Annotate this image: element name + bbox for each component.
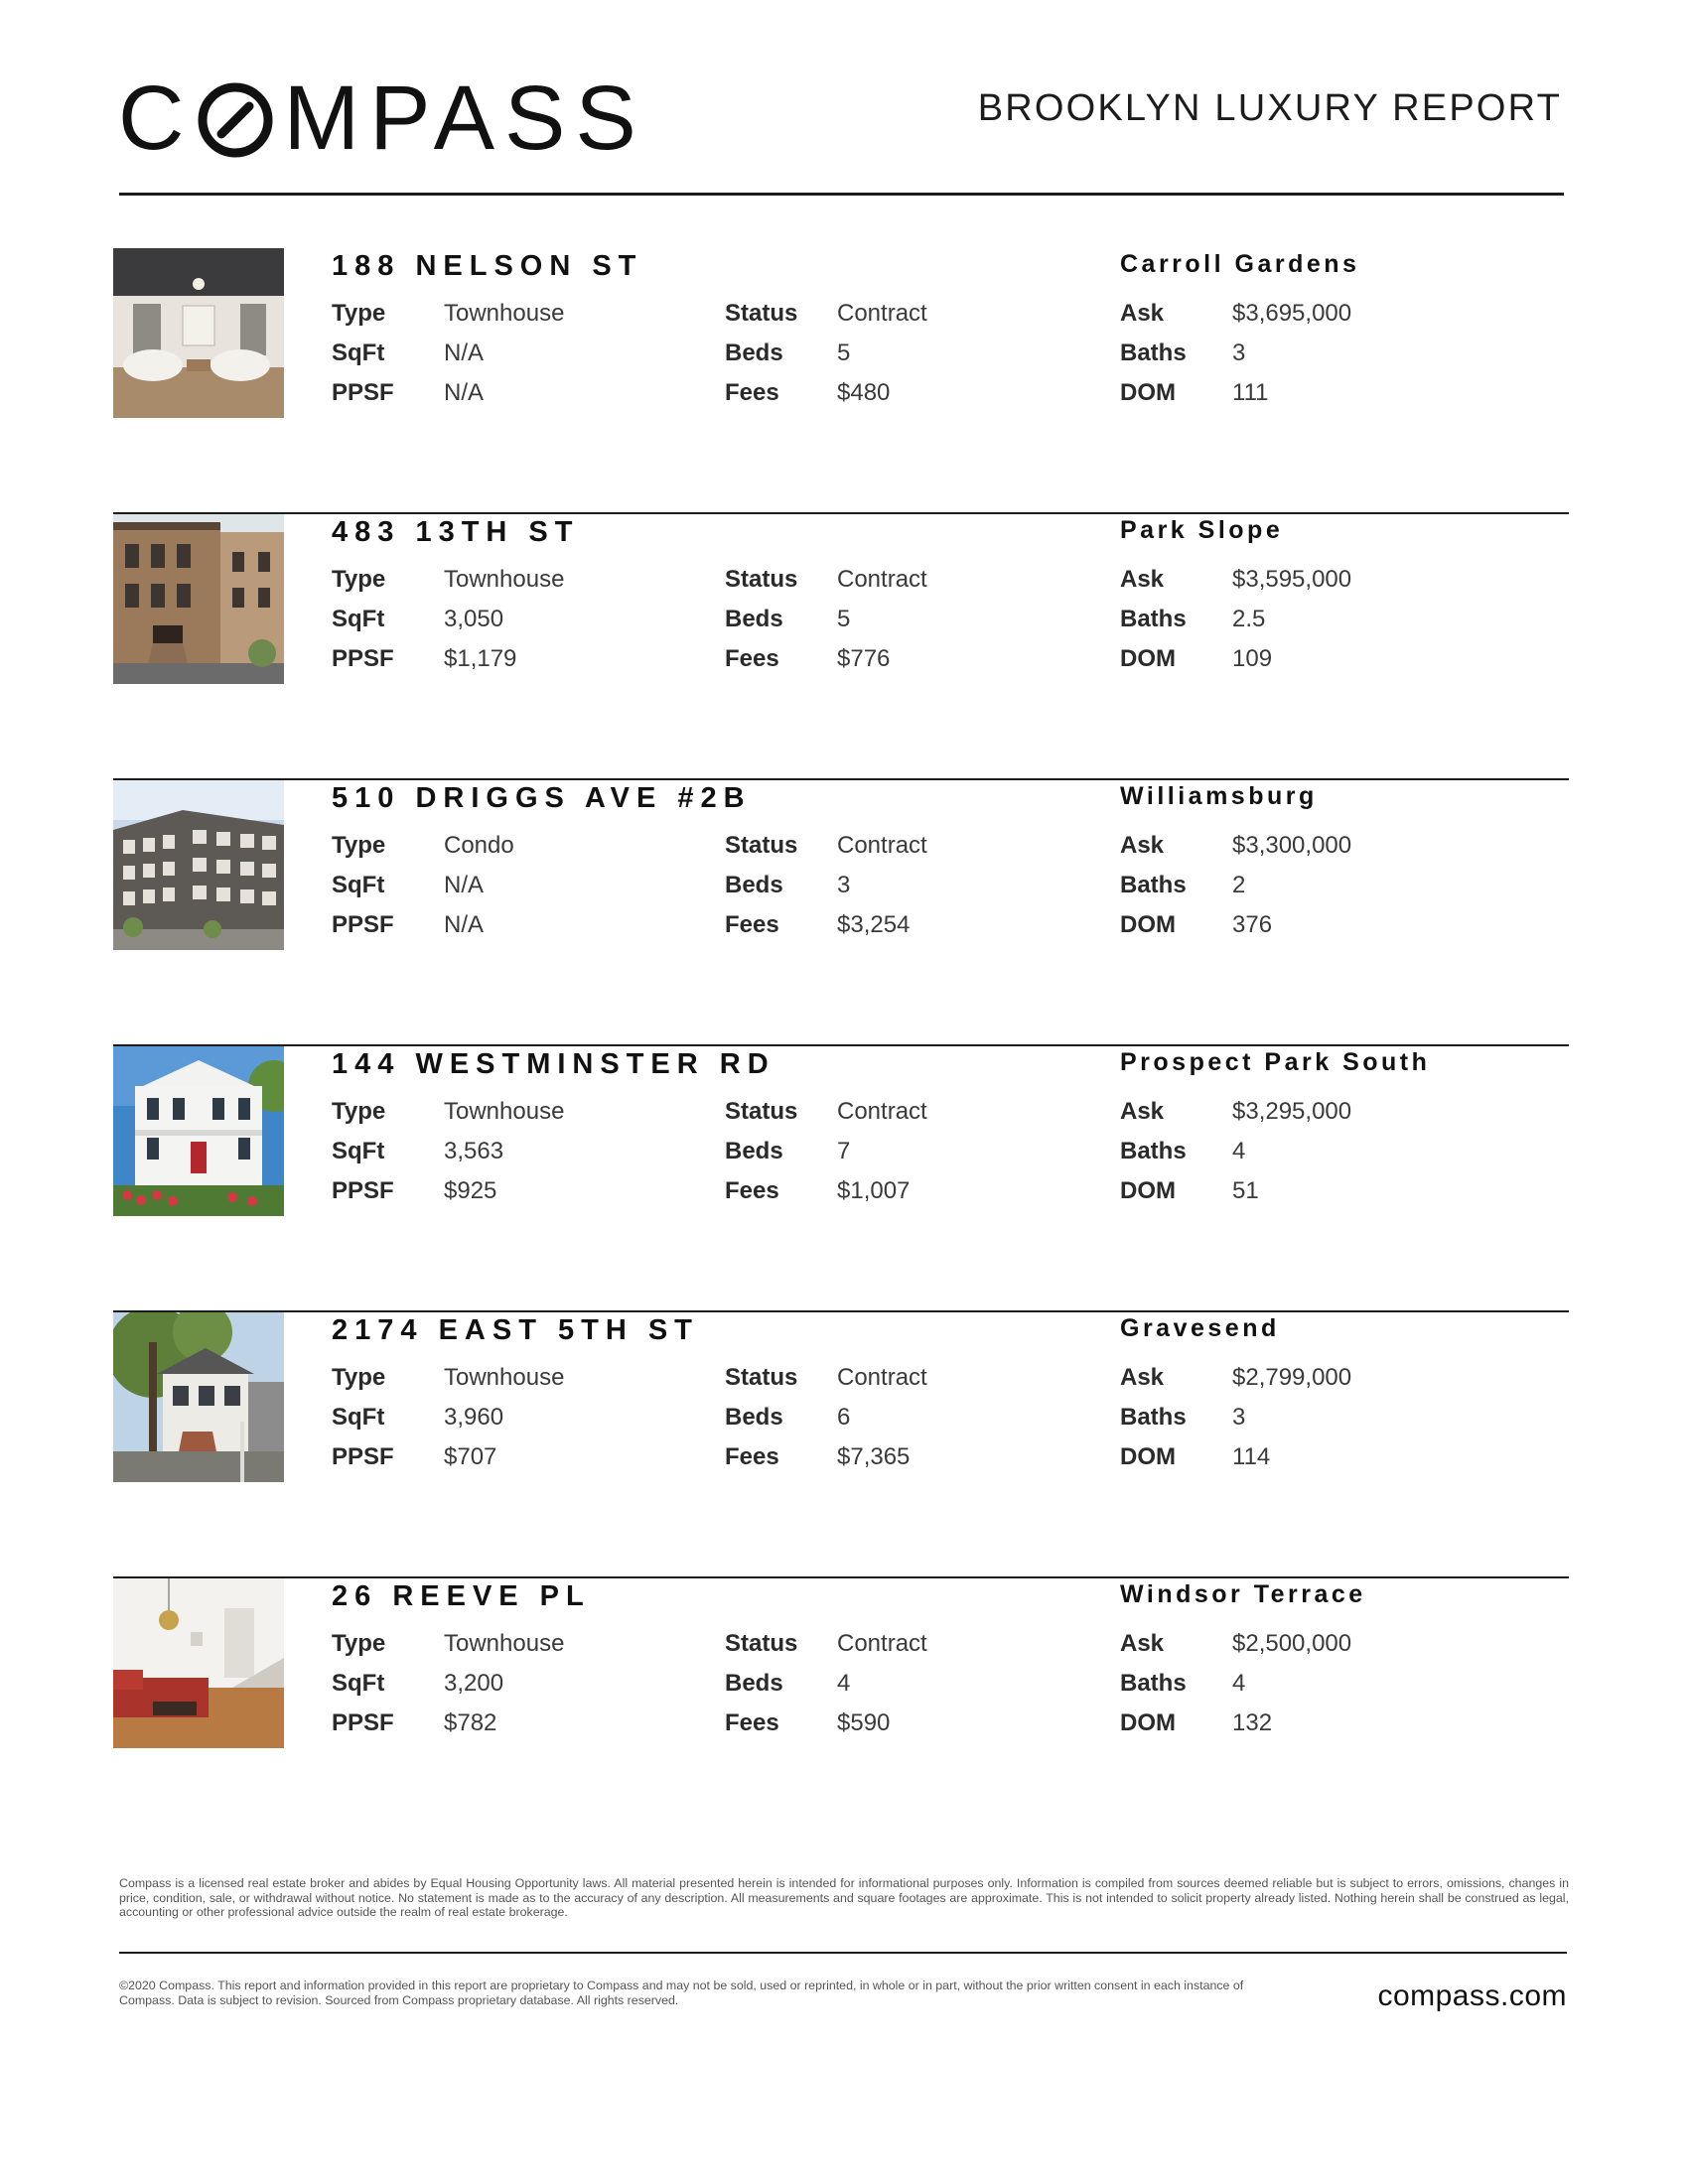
victorian-house-photo bbox=[113, 1046, 284, 1216]
listing-column-1 bbox=[332, 300, 709, 419]
field-value: 51 bbox=[1232, 1177, 1259, 1204]
field-label: Beds bbox=[725, 1670, 783, 1697]
field-ask bbox=[1120, 832, 1497, 872]
field-ppsf bbox=[332, 1443, 709, 1483]
listing-column-3 bbox=[1120, 300, 1497, 419]
field-baths bbox=[1120, 1404, 1497, 1443]
listing-row bbox=[113, 1046, 1569, 1312]
field-value: Townhouse bbox=[444, 1630, 565, 1657]
field-type bbox=[332, 1364, 709, 1404]
listing-column-2 bbox=[725, 300, 1102, 419]
listing-column-1 bbox=[332, 832, 709, 951]
field-value: 376 bbox=[1232, 911, 1273, 938]
field-label: Type bbox=[332, 1630, 386, 1657]
field-label: DOM bbox=[1120, 379, 1176, 406]
field-label: Beds bbox=[725, 340, 783, 366]
listing-address: 188 NELSON ST bbox=[332, 250, 643, 282]
listing-address: 2174 EAST 5TH ST bbox=[332, 1314, 699, 1346]
field-label: Type bbox=[332, 1364, 386, 1391]
field-label: Status bbox=[725, 832, 798, 859]
field-label: Ask bbox=[1120, 1630, 1165, 1657]
field-fees bbox=[725, 379, 1102, 419]
field-label: DOM bbox=[1120, 1709, 1176, 1736]
field-dom bbox=[1120, 911, 1497, 951]
interior-red-sofa-photo bbox=[113, 1578, 284, 1748]
field-label: Status bbox=[725, 566, 798, 593]
footer-divider bbox=[119, 1952, 1567, 1954]
field-value: 3,563 bbox=[444, 1138, 504, 1164]
field-ask bbox=[1120, 300, 1497, 340]
field-baths bbox=[1120, 872, 1497, 911]
field-label: SqFt bbox=[332, 340, 385, 366]
field-value: 7 bbox=[837, 1138, 851, 1164]
field-label: PPSF bbox=[332, 1177, 394, 1204]
field-label: Beds bbox=[725, 872, 783, 898]
field-label: Ask bbox=[1120, 1364, 1165, 1391]
listing-column-1 bbox=[332, 1098, 709, 1217]
listing-neighborhood: Windsor Terrace bbox=[1120, 1580, 1366, 1608]
field-value: $1,007 bbox=[837, 1177, 911, 1204]
field-value: $2,799,000 bbox=[1232, 1364, 1352, 1391]
field-label: Fees bbox=[725, 911, 779, 938]
field-value: 4 bbox=[1232, 1670, 1246, 1697]
field-fees bbox=[725, 1709, 1102, 1749]
report-title: BROOKLYN LUXURY REPORT bbox=[977, 87, 1562, 129]
field-fees bbox=[725, 1443, 1102, 1483]
field-value: 3,960 bbox=[444, 1404, 504, 1431]
field-label: PPSF bbox=[332, 645, 394, 672]
field-label: SqFt bbox=[332, 1404, 385, 1431]
copyright-notice: ©2020 Compass. This report and information provided in this report are proprietary to Compass and may not be sold, used or reprinted, in whole or in part, without the prior written consent in each instance of Compass. Data is subject to revision. Sourced from Compass proprietary database. All rights reserved. bbox=[119, 1979, 1244, 2007]
field-label: Baths bbox=[1120, 1138, 1187, 1164]
listing-column-3 bbox=[1120, 832, 1497, 951]
field-value: $1,179 bbox=[444, 645, 517, 672]
listing-address: 26 REEVE PL bbox=[332, 1580, 591, 1612]
field-value: 3 bbox=[837, 872, 851, 898]
field-value: 4 bbox=[1232, 1138, 1246, 1164]
field-value: 3 bbox=[1232, 340, 1246, 366]
field-ppsf bbox=[332, 911, 709, 951]
field-value: 114 bbox=[1232, 1443, 1271, 1470]
field-value: 6 bbox=[837, 1404, 851, 1431]
field-label: SqFt bbox=[332, 1670, 385, 1697]
field-type bbox=[332, 1630, 709, 1670]
field-label: Baths bbox=[1120, 340, 1187, 366]
field-status bbox=[725, 1364, 1102, 1404]
field-value: Townhouse bbox=[444, 566, 565, 593]
field-ask bbox=[1120, 1630, 1497, 1670]
field-label: DOM bbox=[1120, 911, 1176, 938]
field-dom bbox=[1120, 379, 1497, 419]
field-type bbox=[332, 300, 709, 340]
listing-column-3 bbox=[1120, 566, 1497, 685]
field-label: Baths bbox=[1120, 872, 1187, 898]
listing-column-3 bbox=[1120, 1098, 1497, 1217]
field-baths bbox=[1120, 606, 1497, 645]
field-label: Beds bbox=[725, 606, 783, 632]
field-status bbox=[725, 566, 1102, 606]
listing-neighborhood: Gravesend bbox=[1120, 1314, 1280, 1342]
field-label: Beds bbox=[725, 1404, 783, 1431]
field-value: Contract bbox=[837, 300, 927, 327]
listing-column-2 bbox=[725, 566, 1102, 685]
field-fees bbox=[725, 911, 1102, 951]
field-value: Townhouse bbox=[444, 300, 565, 327]
field-value: Contract bbox=[837, 1630, 927, 1657]
listing-address: 483 13TH ST bbox=[332, 516, 580, 548]
logo-letter-c: C bbox=[118, 68, 195, 169]
header-divider bbox=[119, 193, 1564, 196]
field-value: 5 bbox=[837, 340, 851, 366]
field-status bbox=[725, 1098, 1102, 1138]
field-beds bbox=[725, 1404, 1102, 1443]
field-value: $2,500,000 bbox=[1232, 1630, 1352, 1657]
field-value: Condo bbox=[444, 832, 514, 859]
field-label: Baths bbox=[1120, 1670, 1187, 1697]
field-value: 2.5 bbox=[1232, 606, 1266, 632]
brownstone-photo bbox=[113, 514, 284, 684]
field-value: 2 bbox=[1232, 872, 1246, 898]
field-value: Contract bbox=[837, 1098, 927, 1125]
field-fees bbox=[725, 1177, 1102, 1217]
listing-address: 144 WESTMINSTER RD bbox=[332, 1048, 775, 1080]
field-value: 111 bbox=[1232, 379, 1269, 406]
logo-letters-mpass: MPASS bbox=[283, 68, 646, 169]
listing-row bbox=[113, 514, 1569, 780]
field-type bbox=[332, 832, 709, 872]
field-label: DOM bbox=[1120, 1177, 1176, 1204]
listing-neighborhood: Prospect Park South bbox=[1120, 1048, 1431, 1076]
field-value: $776 bbox=[837, 645, 891, 672]
listing-row bbox=[113, 1312, 1569, 1578]
field-label: Ask bbox=[1120, 1098, 1165, 1125]
field-label: Type bbox=[332, 832, 386, 859]
field-label: SqFt bbox=[332, 872, 385, 898]
field-label: Status bbox=[725, 1364, 798, 1391]
field-value: $782 bbox=[444, 1709, 497, 1736]
field-dom bbox=[1120, 1177, 1497, 1217]
field-value: Townhouse bbox=[444, 1098, 565, 1125]
field-label: PPSF bbox=[332, 1443, 394, 1470]
house-with-tree-photo bbox=[113, 1312, 284, 1482]
field-beds bbox=[725, 1670, 1102, 1709]
listing-column-3 bbox=[1120, 1364, 1497, 1483]
field-value: $590 bbox=[837, 1709, 891, 1736]
field-label: Status bbox=[725, 1098, 798, 1125]
field-label: Beds bbox=[725, 1138, 783, 1164]
listing-column-1 bbox=[332, 566, 709, 685]
field-value: N/A bbox=[444, 340, 485, 366]
field-sqft bbox=[332, 606, 709, 645]
field-sqft bbox=[332, 872, 709, 911]
field-label: Type bbox=[332, 566, 386, 593]
condo-building-photo bbox=[113, 780, 284, 950]
field-value: 4 bbox=[837, 1670, 851, 1697]
field-beds bbox=[725, 340, 1102, 379]
listing-neighborhood: Park Slope bbox=[1120, 516, 1284, 544]
field-ppsf bbox=[332, 1177, 709, 1217]
listing-neighborhood: Carroll Gardens bbox=[1120, 250, 1360, 278]
field-label: Baths bbox=[1120, 606, 1187, 632]
field-status bbox=[725, 832, 1102, 872]
field-value: $3,595,000 bbox=[1232, 566, 1352, 593]
field-value: $3,300,000 bbox=[1232, 832, 1352, 859]
field-fees bbox=[725, 645, 1102, 685]
field-beds bbox=[725, 872, 1102, 911]
field-label: Ask bbox=[1120, 300, 1165, 327]
field-label: PPSF bbox=[332, 1709, 394, 1736]
field-label: Fees bbox=[725, 379, 779, 406]
field-value: N/A bbox=[444, 911, 485, 938]
listings-list bbox=[113, 248, 1569, 1844]
field-sqft bbox=[332, 1404, 709, 1443]
field-value: $480 bbox=[837, 379, 891, 406]
field-dom bbox=[1120, 1709, 1497, 1749]
field-sqft bbox=[332, 1138, 709, 1177]
listing-column-2 bbox=[725, 1364, 1102, 1483]
field-ask bbox=[1120, 566, 1497, 606]
field-value: $707 bbox=[444, 1443, 497, 1470]
field-value: 3 bbox=[1232, 1404, 1246, 1431]
field-type bbox=[332, 566, 709, 606]
field-ppsf bbox=[332, 379, 709, 419]
living-room-photo bbox=[113, 248, 284, 418]
field-value: N/A bbox=[444, 872, 485, 898]
field-label: SqFt bbox=[332, 1138, 385, 1164]
field-value: Contract bbox=[837, 832, 927, 859]
listing-column-2 bbox=[725, 1630, 1102, 1749]
field-dom bbox=[1120, 645, 1497, 685]
field-dom bbox=[1120, 1443, 1497, 1483]
legal-disclaimer: Compass is a licensed real estate broker and abides by Equal Housing Opportunity laws. All material presented herein is intended for informational purposes only. Information is compiled from sources deemed reliable but is subject to errors, omissions, changes in price, condition, sale, or withdrawal without notice. No statement is made as to the accuracy of any description. All measurements and square footages are approximate. This is not intended to solicit property already listed. Nothing herein shall be construed as legal, accounting or other professional advice outside the realm of real estate brokerage. bbox=[119, 1876, 1569, 1919]
field-status bbox=[725, 1630, 1102, 1670]
field-label: Fees bbox=[725, 1443, 779, 1470]
field-baths bbox=[1120, 340, 1497, 379]
field-value: 109 bbox=[1232, 645, 1273, 672]
field-label: Ask bbox=[1120, 832, 1165, 859]
field-label: Ask bbox=[1120, 566, 1165, 593]
field-label: SqFt bbox=[332, 606, 385, 632]
field-ppsf bbox=[332, 1709, 709, 1749]
field-baths bbox=[1120, 1138, 1497, 1177]
listing-column-1 bbox=[332, 1364, 709, 1483]
field-value: $925 bbox=[444, 1177, 497, 1204]
field-sqft bbox=[332, 340, 709, 379]
field-value: N/A bbox=[444, 379, 485, 406]
field-sqft bbox=[332, 1670, 709, 1709]
field-label: Type bbox=[332, 1098, 386, 1125]
listing-row bbox=[113, 248, 1569, 514]
field-label: Status bbox=[725, 300, 798, 327]
field-label: Status bbox=[725, 1630, 798, 1657]
compass-logo bbox=[118, 68, 646, 169]
field-value: Townhouse bbox=[444, 1364, 565, 1391]
field-label: Fees bbox=[725, 645, 779, 672]
field-beds bbox=[725, 606, 1102, 645]
listing-address: 510 DRIGGS AVE #2B bbox=[332, 782, 752, 814]
listing-column-2 bbox=[725, 1098, 1102, 1217]
field-value: $3,254 bbox=[837, 911, 911, 938]
listing-row bbox=[113, 1578, 1569, 1844]
field-value: $7,365 bbox=[837, 1443, 911, 1470]
field-value: $3,295,000 bbox=[1232, 1098, 1352, 1125]
field-ask bbox=[1120, 1098, 1497, 1138]
field-ppsf bbox=[332, 645, 709, 685]
field-label: DOM bbox=[1120, 645, 1176, 672]
listing-column-1 bbox=[332, 1630, 709, 1749]
field-value: 5 bbox=[837, 606, 851, 632]
field-label: Baths bbox=[1120, 1404, 1187, 1431]
field-ask bbox=[1120, 1364, 1497, 1404]
field-beds bbox=[725, 1138, 1102, 1177]
field-label: Type bbox=[332, 300, 386, 327]
field-baths bbox=[1120, 1670, 1497, 1709]
field-value: 132 bbox=[1232, 1709, 1273, 1736]
listing-row bbox=[113, 780, 1569, 1046]
field-value: 3,200 bbox=[444, 1670, 504, 1697]
field-label: DOM bbox=[1120, 1443, 1176, 1470]
field-label: Fees bbox=[725, 1177, 779, 1204]
compass-o-icon bbox=[196, 80, 275, 160]
field-label: Fees bbox=[725, 1709, 779, 1736]
listing-column-3 bbox=[1120, 1630, 1497, 1749]
listing-column-2 bbox=[725, 832, 1102, 951]
field-value: 3,050 bbox=[444, 606, 504, 632]
field-value: Contract bbox=[837, 1364, 927, 1391]
listing-neighborhood: Williamsburg bbox=[1120, 782, 1318, 810]
field-status bbox=[725, 300, 1102, 340]
field-value: $3,695,000 bbox=[1232, 300, 1352, 327]
field-label: PPSF bbox=[332, 911, 394, 938]
field-value: Contract bbox=[837, 566, 927, 593]
field-type bbox=[332, 1098, 709, 1138]
website-link[interactable]: compass.com bbox=[1377, 1979, 1567, 2012]
field-label: PPSF bbox=[332, 379, 394, 406]
